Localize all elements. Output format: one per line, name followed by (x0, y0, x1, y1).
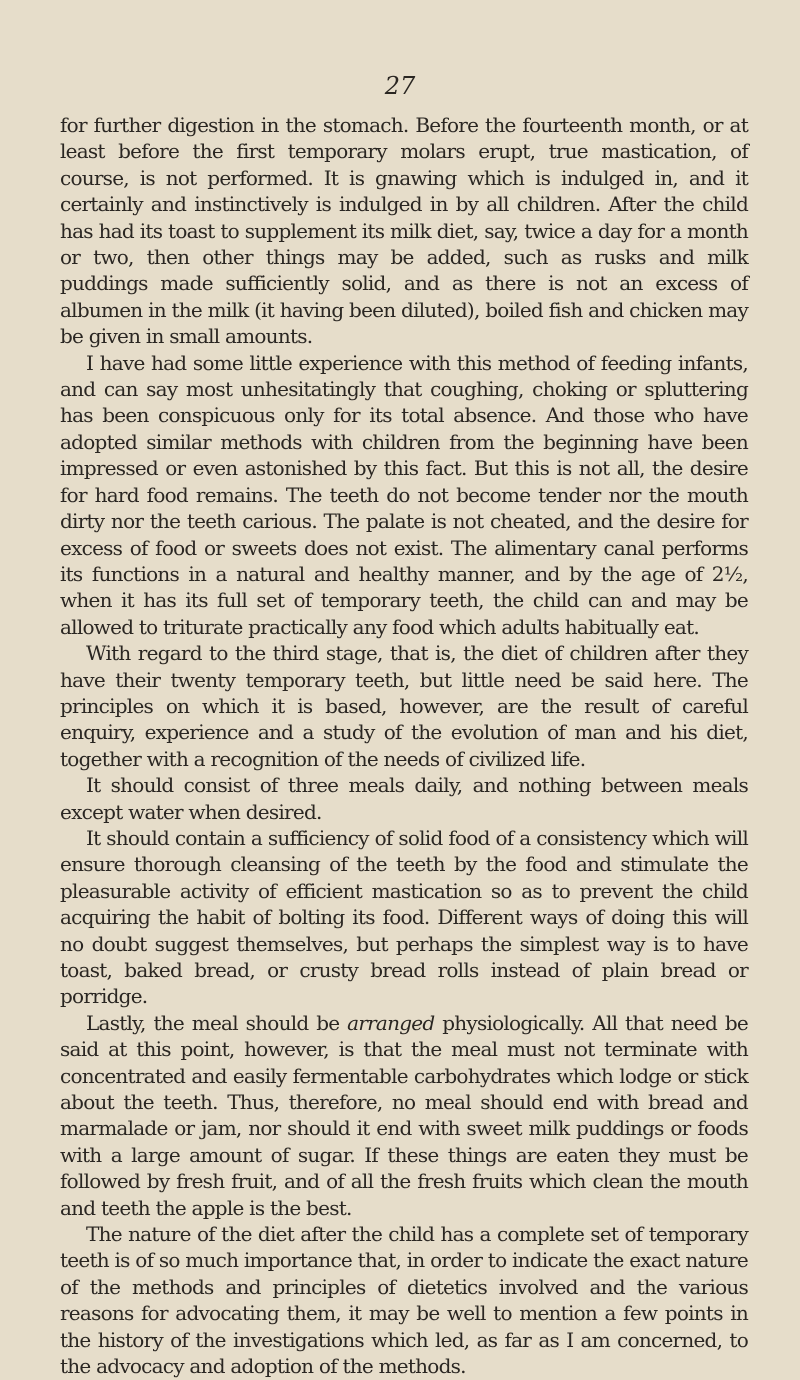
page-number: 27 (384, 72, 416, 100)
paragraph-third-stage: With regard to the third stage, that is, the diet of children after they have their twenty temporary teeth, but little need be said here. The principles on which it is based, however, are the result of careful enquiry, experience and a study of the evolution of man and his diet, together with a recognition of the needs of civilized life. (60, 641, 748, 771)
paragraph-three-meals: It should consist of three meals daily, and nothing between meals except water when desired. (60, 773, 748, 824)
italic-word-arranged: arranged (347, 1010, 435, 1035)
paragraph-digestion: for further digestion in the stomach. Before the fourteenth month, or at least before the first temporary molars erupt, true mastication, of course, is not performed. It is gnawing which is indulged in, and it certainly and instinctively is indulged in by all children. After the child has had its toast to supplement its milk diet, say, twice a day for a month or two, then other things may be added, such as rusks and milk puddings made sufficiently solid, and as there is not an excess of albumen in the milk (it having been diluted), boiled fish and chicken may be given in small amounts. (60, 113, 748, 349)
paragraph-meal-arrangement (60, 1010, 748, 1221)
paragraph-diet-nature: The nature of the diet after the child has a complete set of temporary teeth is of so much importance that, in order to indicate the exact nature of the methods and principles of dietetics involved and the various reasons for advocating them, it may be well to mention a few points in the history of the investigations which led, as far as I am concerned, to the advocacy and adoption of the methods. (60, 1222, 748, 1379)
body-text (60, 112, 748, 1380)
paragraph-meal-arrangement-end: physiologically. All that need be said at this point, however, is that the meal must not terminate with concentrated and easily fermentable carbohydrates which lodge or stick about the teeth. Thus, therefore, no meal should end with bread and marmalade or jam, nor should it end with sweet milk puddings or foods with a large amount of sugar. If these things are eaten they must be followed by fresh fruit, and of all the fresh fruits which clean the mouth and teeth the apple is the best. (60, 1010, 748, 1220)
paragraph-feeding-experience: I have had some little experience with this method of feeding infants, and can say most unhesitatingly that coughing, choking or spluttering has been conspicuous only for its total absence. And those who have adopted similar methods with children from the beginning have been impressed or even astonished by this fact. But this is not all, the desire for hard food remains. The teeth do not become tender nor the mouth dirty nor the teeth carious. The palate is not cheated, and the desire for excess of food or sweets does not exist. The alimentary canal performs its functions in a natural and healthy manner, and by the age of 2½, when it has its full set of temporary teeth, the child can and may be allowed to triturate practically any food which adults habitually eat. (60, 350, 748, 639)
paragraph-meal-arrangement-start: Lastly, the meal should be (86, 1010, 348, 1035)
paragraph-solid-food: It should contain a sufficiency of solid food of a consistency which will ensure thorough cleansing of the teeth by the food and stimulate the pleasurable activity of efficient mastication so as to prevent the child acquiring the habit of bolting its food. Different ways of doing this will no doubt suggest themselves, but perhaps the simplest way is to have toast, baked bread, or crusty bread rolls instead of plain bread or porridge. (60, 825, 748, 1009)
